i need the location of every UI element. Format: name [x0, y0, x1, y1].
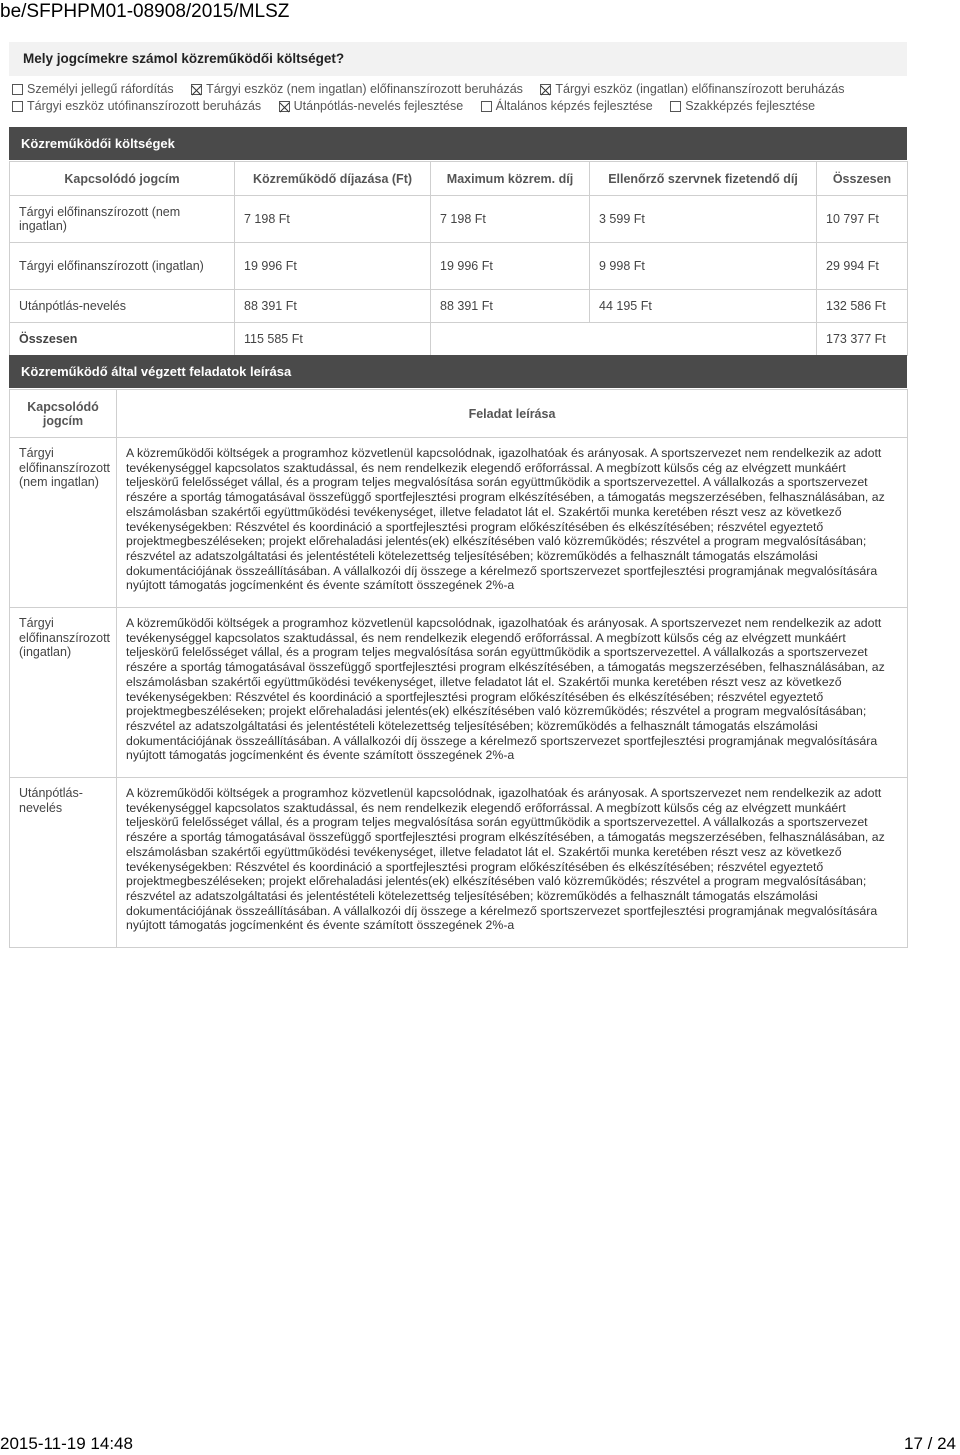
checkbox[interactable]: [670, 101, 681, 112]
total-label: Összesen: [10, 323, 235, 356]
total-fee: 115 585 Ft: [235, 323, 431, 356]
table-cell: 132 586 Ft: [817, 290, 908, 323]
tasks-header-row: [10, 390, 908, 438]
table-cell: Tárgyi előfinanszírozott (ingatlan): [10, 243, 235, 290]
option-label: Tárgyi eszköz (nem ingatlan) előfinanszírozott beruházás: [206, 82, 523, 96]
question-heading: Mely jogcímekre számol közreműködői költséget?: [9, 42, 907, 76]
column-header: Közreműködő díjazása (Ft): [235, 162, 431, 196]
task-description: A közreműködői költségek a programhoz közvetlenül kapcsolódnak, igazolhatóak és arányosak. A sportszervezet nem rendelkezik az adott tevékenységgel kapcsolatos szaktudással, és nem rendelkezik elegendő erőforrással. A megbízott külsős cég az elvégzett munkáért teljeskörű felelősséget vállal, és a program teljes megvalósítása során együttműködik a sportszervezettel. A vállalkozás a sportszervezet részére a sportág támogatásával összefüggő sportfejlesztési program elkészítésében, a támogatás megszerzésében, felhasználásában, az elszámolásban szakértői együttműködési tevékenységet, illetve feladatot lát el. Szakértői munka keretében részt vesz az következő tevékenységekben: Részvétel és koordináció a sportfejlesztési program előkészítésében és elkészítésében; részvétel egyeztető projektmegbeszéléseken; projekt előrehaladási jelentés(ek) elkészítésében való közreműködés; részvétel a program megvalósításában; részvétel az adatszolgáltatási és jelentéstételi kötelezettség teljesítésében; közreműködés a felhasznált támogatás elszámolási dokumentációjának összeállításában. A vállalkozói díj összege a kérelmező sportszervezet sportfejlesztési programjának megvalósítására nyújtott támogatás jogcímenként és évente számított összegének 2%-a: [117, 608, 908, 778]
table-cell: Tárgyi előfinanszírozott (nem ingatlan): [10, 196, 235, 243]
checkbox[interactable]: [279, 101, 290, 112]
options-group: [12, 81, 912, 115]
table-row: [10, 243, 908, 290]
task-description: A közreműködői költségek a programhoz közvetlenül kapcsolódnak, igazolhatóak és arányosak. A sportszervezet nem rendelkezik az adott tevékenységgel kapcsolatos szaktudással, és nem rendelkezik elegendő erőforrással. A megbízott külsős cég az elvégzett munkáért teljeskörű felelősséget vállal, és a program teljes megvalósítása során együttműködik a sportszervezettel. A vállalkozás a sportszervezet részére a sportág támogatásával összefüggő sportfejlesztési program elkészítésében, a támogatás megszerzésében, felhasználásában, az elszámolásban szakértői együttműködési tevékenységet, illetve feladatot lát el. Szakértői munka keretében részt vesz az következő tevékenységekben: Részvétel és koordináció a sportfejlesztési program előkészítésében és elkészítésében; részvétel egyeztető projektmegbeszéléseken; projekt előrehaladási jelentés(ek) elkészítésében való közreműködés; részvétel a program megvalósításában; részvétel az adatszolgáltatási és jelentéstételi kötelezettség teljesítésében; közreműködés a felhasznált támogatás elszámolási dokumentációjának összeállításában. A vállalkozói díj összege a kérelmező sportszervezet sportfejlesztési programjának megvalósítására nyújtott támogatás jogcímenként és évente számított összegének 2%-a: [117, 438, 908, 608]
options-row-2: [12, 98, 912, 115]
table-cell: Utánpótlás-nevelés: [10, 290, 235, 323]
tasks-section-title: Közreműködő által végzett feladatok leírása: [9, 355, 907, 388]
table-cell: 3 599 Ft: [590, 196, 817, 243]
footer-page-number: 17 / 24: [904, 1434, 956, 1453]
options-row-1: [12, 81, 912, 98]
option-targyi-ingatlan[interactable]: [540, 81, 844, 98]
option-label: Tárgyi eszköz utófinanszírozott beruházás: [27, 99, 262, 113]
table-cell: 19 996 Ft: [235, 243, 431, 290]
table-cell: 7 198 Ft: [431, 196, 590, 243]
checkbox[interactable]: [12, 101, 23, 112]
costs-section-title: Közreműködői költségek: [9, 127, 907, 160]
option-label: Tárgyi eszköz (ingatlan) előfinanszírozott beruházás: [555, 82, 845, 96]
option-szemelyi[interactable]: [12, 81, 174, 98]
option-label: Általános képzés fejlesztése: [495, 99, 653, 113]
table-cell: 44 195 Ft: [590, 290, 817, 323]
empty-cell: [431, 323, 817, 356]
tasks-table: [9, 389, 908, 948]
table-cell: 19 996 Ft: [431, 243, 590, 290]
checkbox[interactable]: [481, 101, 492, 112]
table-row: [10, 196, 908, 243]
column-header: Kapcsolódó jogcím: [10, 390, 117, 438]
table-cell: 10 797 Ft: [817, 196, 908, 243]
task-description: A közreműködői költségek a programhoz közvetlenül kapcsolódnak, igazolhatóak és arányosak. A sportszervezet nem rendelkezik az adott tevékenységgel kapcsolatos szaktudással, és nem rendelkezik elegendő erőforrással. A megbízott külsős cég az elvégzett munkáért teljeskörű felelősséget vállal, és a program teljes megvalósítása során együttműködik a sportszervezettel. A vállalkozás a sportszervezet részére a sportág támogatásával összefüggő sportfejlesztési program elkészítésében, a támogatás megszerzésében, felhasználásában, az elszámolásban szakértői együttműködési tevékenységet, illetve feladatot lát el. Szakértői munka keretében részt vesz az következő tevékenységekben: Részvétel és koordináció a sportfejlesztési program előkészítésében és elkészítésében; részvétel egyeztető projektmegbeszéléseken; projekt előrehaladási jelentés(ek) elkészítésében való közreműködés; részvétel a program megvalósításában; részvétel az adatszolgáltatási és jelentéstételi kötelezettség teljesítésében; közreműködés a felhasznált támogatás elszámolási dokumentációjának összeállításában. A vállalkozói díj összege a kérelmező sportszervezet sportfejlesztési programjának megvalósítására nyújtott támogatás jogcímenként és évente számított összegének 2%-a: [117, 778, 908, 948]
footer-timestamp: 2015-11-19 14:48: [0, 1434, 133, 1453]
option-altalanos-kepzes[interactable]: [481, 98, 653, 115]
option-label: Utánpótlás-nevelés fejlesztése: [293, 99, 464, 113]
option-label: Szakképzés fejlesztése: [685, 99, 816, 113]
task-jogcim: Utánpótlás-nevelés: [10, 778, 117, 948]
costs-table: [9, 161, 908, 356]
table-row: [10, 438, 908, 608]
option-utofinanszirozott[interactable]: [12, 98, 261, 115]
column-header: Összesen: [817, 162, 908, 196]
table-cell: 9 998 Ft: [590, 243, 817, 290]
checkbox[interactable]: [12, 84, 23, 95]
document-id: be/SFPHPM01-08908/2015/MLSZ: [0, 1, 290, 22]
option-targyi-nem-ingatlan[interactable]: [191, 81, 523, 98]
table-cell: 88 391 Ft: [235, 290, 431, 323]
option-szakkepzes[interactable]: [670, 98, 815, 115]
column-header: Feladat leírása: [117, 390, 908, 438]
table-cell: 7 198 Ft: [235, 196, 431, 243]
table-cell: 88 391 Ft: [431, 290, 590, 323]
task-jogcim: Tárgyi előfinanszírozott (ingatlan): [10, 608, 117, 778]
column-header: Maximum közrem. díj: [431, 162, 590, 196]
total-sum: 173 377 Ft: [817, 323, 908, 356]
table-row: [10, 778, 908, 948]
task-jogcim: Tárgyi előfinanszírozott (nem ingatlan): [10, 438, 117, 608]
table-row: [10, 290, 908, 323]
total-row: [10, 323, 908, 356]
costs-header-row: [10, 162, 908, 196]
column-header: Kapcsolódó jogcím: [10, 162, 235, 196]
checkbox[interactable]: [540, 84, 551, 95]
checkbox[interactable]: [191, 84, 202, 95]
table-cell: 29 994 Ft: [817, 243, 908, 290]
option-label: Személyi jellegű ráfordítás: [27, 82, 174, 96]
column-header: Ellenőrző szervnek fizetendő díj: [590, 162, 817, 196]
table-row: [10, 608, 908, 778]
option-utanpotlas[interactable]: [279, 98, 464, 115]
